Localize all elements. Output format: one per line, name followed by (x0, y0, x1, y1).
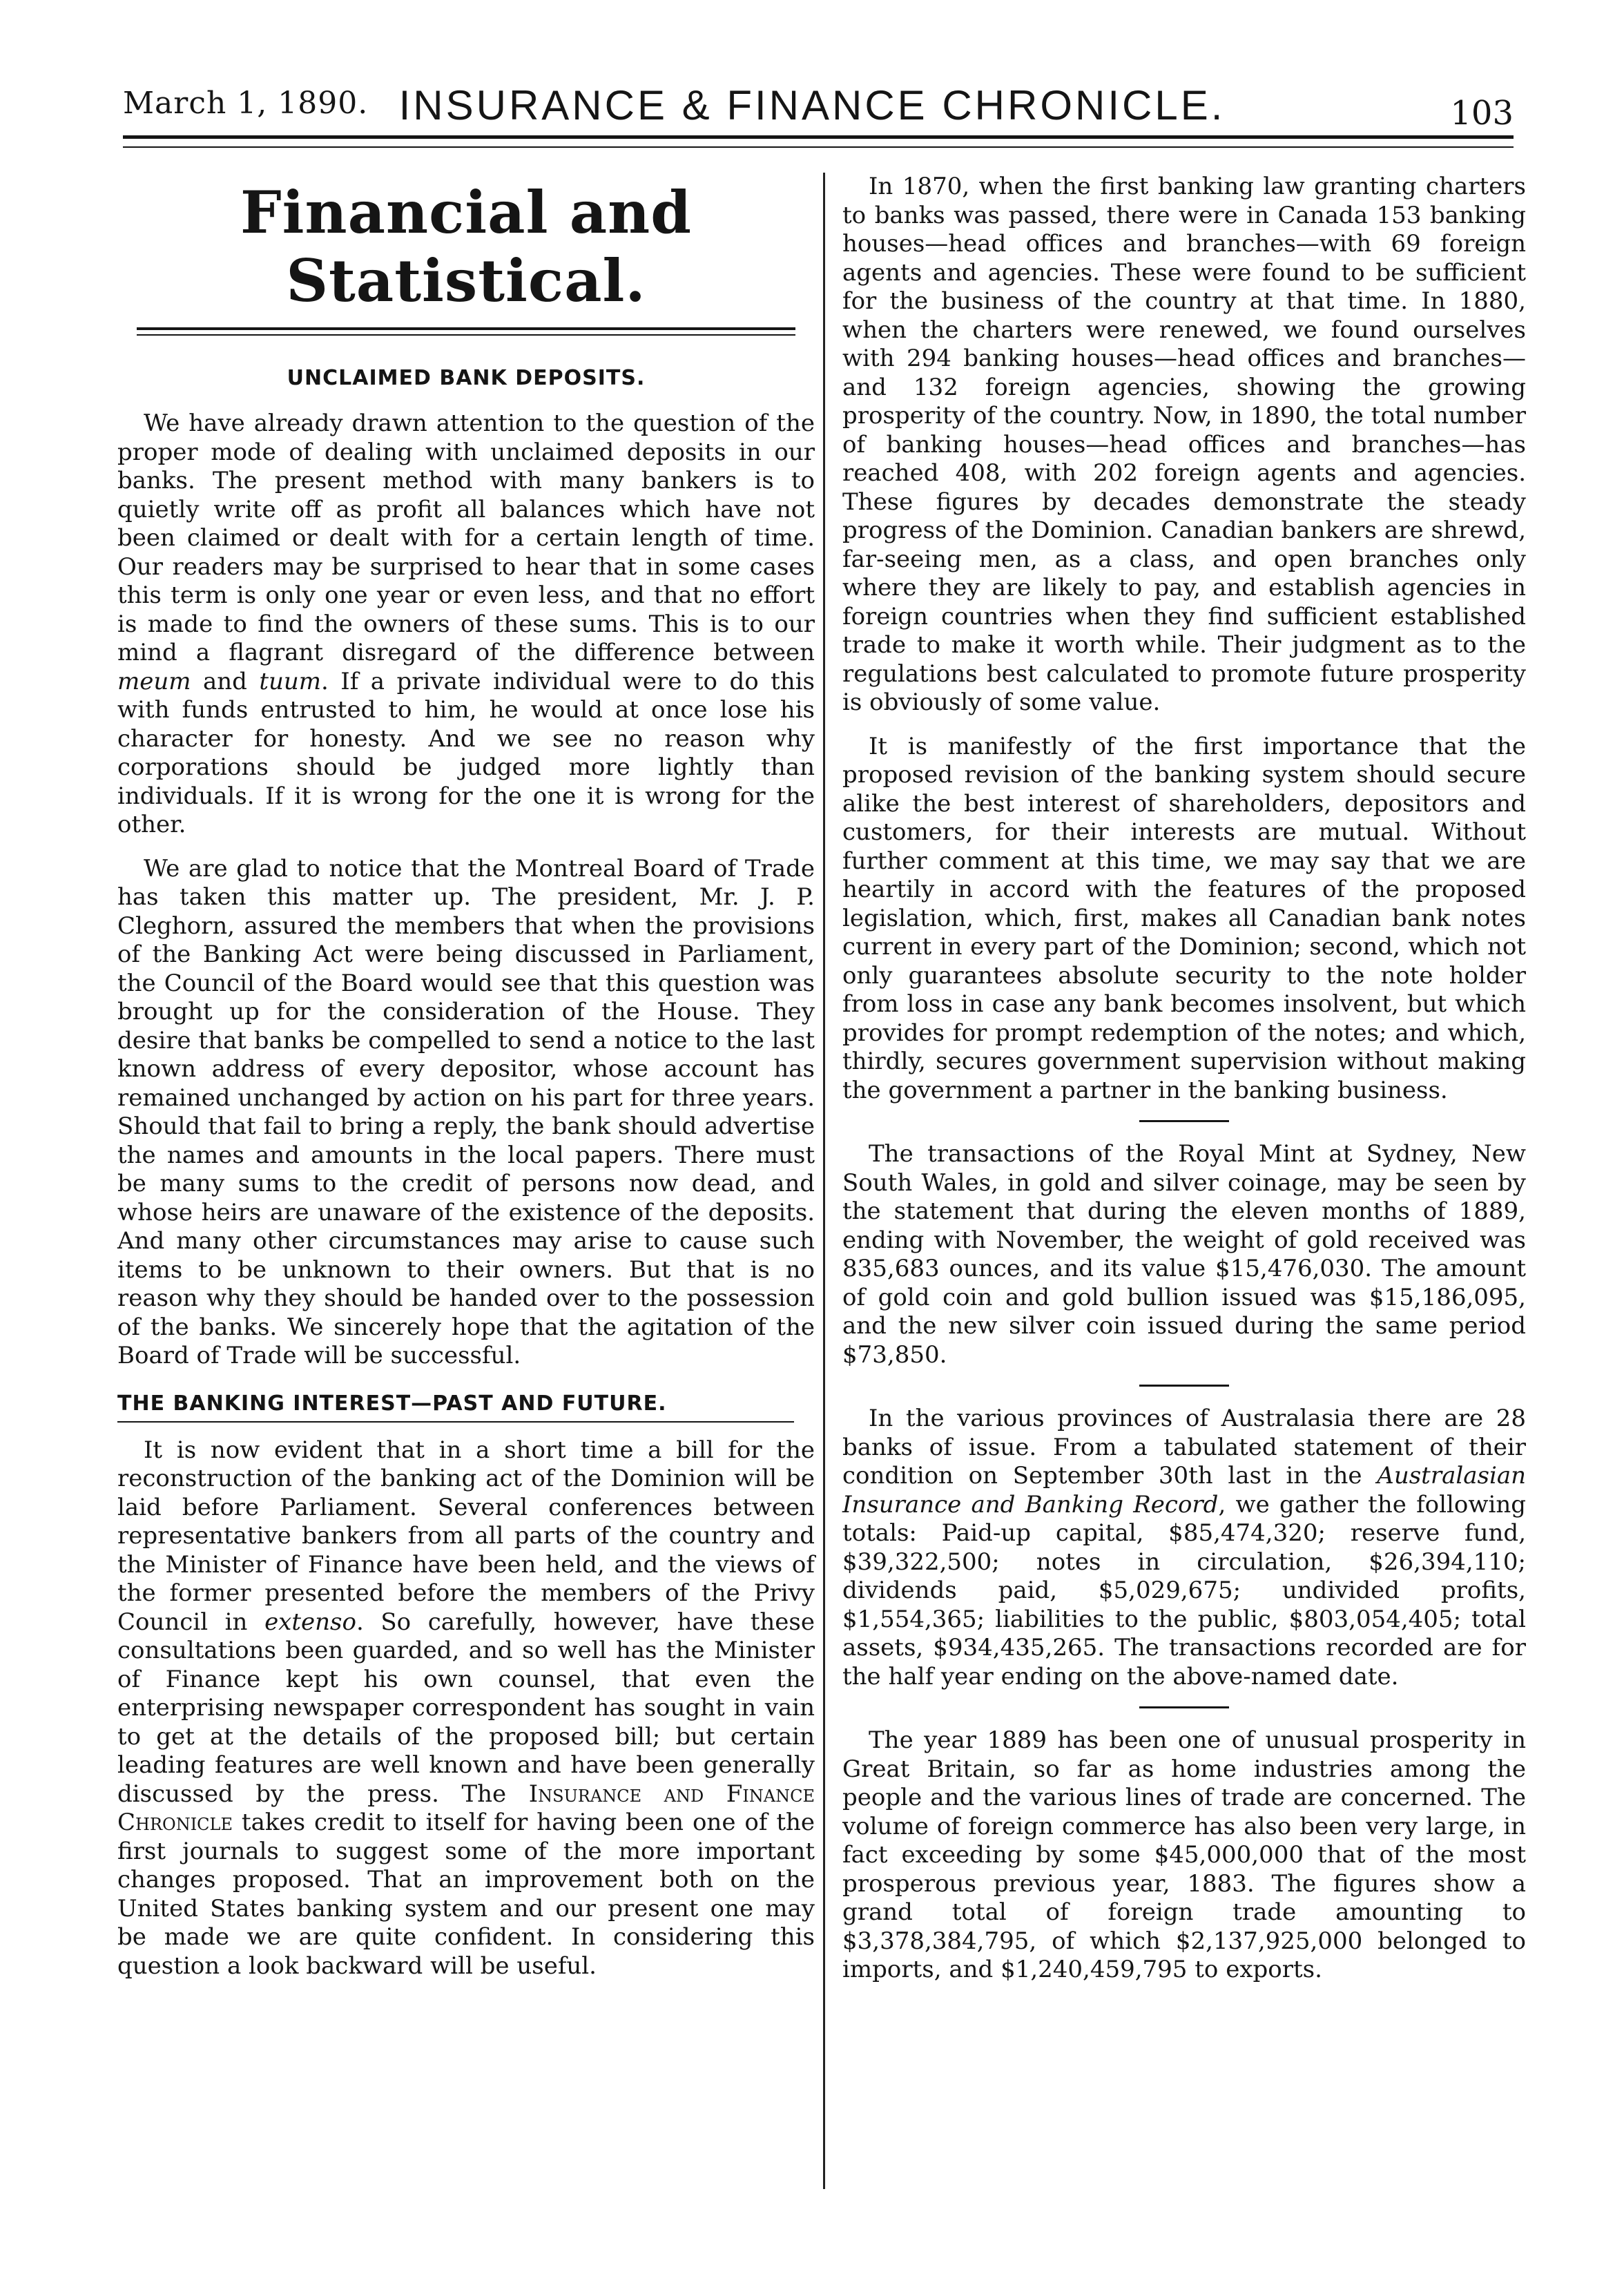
paragraph-royal-mint: The transactions of the Royal Mint at Sydney, New South Wales, in gold and silver coinage, may be seen by the statement that during the eleven months of 1889, ending with November, the weight of gold received was 835,683 ounces, and its value $15,476,030. The amount of gold coin and gold bullion issued was $15,186,095, and the new silver coin issued during the same period $73,850. (842, 1140, 1526, 1369)
article-heading-banking: THE BANKING INTEREST—PAST AND FUTURE. (117, 1391, 667, 1416)
paragraph: It is now evident that in a short time a bill for the reconstruction of the banking act of the Dominion will be laid before Parliament. Several conferences between representative bankers from all parts of the country and the Minister of Finance have been held, and the views of the former presented before the members of the Privy Council in extenso. So carefully, however, have these consultations been guarded, and so well has the Minister of Finance kept his own counsel, that even the enterprising newspaper correspondent has sought in vain to get at the details of the proposed bill; but certain leading features are well known and have been generally discussed by the press. The Insurance and Finance Chronicle takes credit to itself for having been one of the first journals to suggest some of the more important changes proposed. That an improvement both on the United States banking system and our present one may be made we are quite confident. In considering this question a look backward will be useful. (117, 1436, 815, 1980)
section-masthead: Financial and Statistical. (240, 178, 692, 315)
latin-term: tuum (259, 667, 322, 695)
left-column (117, 173, 815, 1996)
paragraph: It is manifestly of the first importance that the proposed revision of the banking system should secure alike the best interest of shareholders, depositors and customers, for their interests are mutual. Without further comment at this time, we may say that we are heartily in accord with the features of the proposed legislation, which, first, makes all Canadian bank notes current in every part of the Dominion; second, which not only guarantees absolute security to the note holder from loss in case any bank becomes insolvent, but which provides for prompt redemption of the notes; and which, thirdly, secures government supervision without making the government a partner in the banking business. (842, 732, 1526, 1104)
article-separator (1139, 1706, 1229, 1708)
article-heading-unclaimed: UNCLAIMED BANK DEPOSITS. (287, 366, 646, 390)
running-head-title: INSURANCE & FINANCE CHRONICLE. (398, 82, 1226, 128)
paragraph-great-britain: The year 1889 has been one of unusual prosperity in Great Britain, so far as home industries among the people and the various lines of trade are concerned. The volume of foreign commerce has also been very large, in fact exceeding by some $45,000,000 that of the most prosperous previous year, 1883. The figures show a grand total of foreign trade amounting to $3,378,384,795, of which $2,137,925,000 belonged to imports, and $1,240,459,795 to exports. (842, 1726, 1526, 1983)
header-rule-thin (123, 146, 1514, 148)
column-divider (823, 173, 825, 2189)
latin-term: meum (117, 667, 191, 695)
paragraph: We are glad to notice that the Montreal Board of Trade has taken this matter up. The president, Mr. J. P. Cleghorn, assured the members that when the provisions of the Banking Act were being discussed in Parliament, the Council of the Board would see that this question was brought up for the consideration of the House. They desire that banks be compelled to send a notice to the last known address of every depositor, whose account has remained unchanged by action on his part for three years. Should that fail to bring a reply, the bank should advertise the names and amounts in the local papers. There must be many sums to the credit of persons now dead, and whose heirs are unaware of the existence of the deposits. And many other circumstances may arise to cause such items to be unknown to their owners. But that is no reason why they should be handed over to the possession of the banks. We sincerely hope that the agitation of the Board of Trade will be successful. (117, 854, 815, 1369)
paragraph: We have already drawn attention to the question of the proper mode of dealing with unclaimed deposits in our banks. The present method with many bankers is to quietly write off as profit all balances which have not been claimed or dealt with for a certain length of time. Our readers may be surprised to hear that in some cases this term is only one year or even less, and that no effort is made to find the owners of these sums. This is to our mind a flagrant disregard of the difference between meum and tuum. If a private individual were to do this with funds entrusted to him, he would at once lose his character for honesty. And we see no reason why corporations should be judged more lightly than individuals. If it is wrong for the one it is wrong for the other. (117, 409, 815, 838)
latin-term: extenso (264, 1608, 356, 1636)
header-rule (123, 135, 1514, 139)
publication-name: Australasian Insurance and Banking Record (842, 1462, 1526, 1519)
masthead-rule (137, 327, 795, 336)
article-separator (1139, 1385, 1229, 1387)
page-number: 103 (1450, 94, 1514, 133)
publication-name: Insurance and Finance Chronicle (117, 1780, 815, 1836)
paragraph-australasia: In the various provinces of Australasia there are 28 banks of issue. From a tabulated statement of their condition on September 30th last in the Australasian Insurance and Banking Record, we gather the following totals: Paid-up capital, $85,474,320; reserve fund, $39,322,500; notes in circulation, $26,394,110; dividends paid, $5,029,675; undivided profits, $1,554,365; liabilities to the public, $803,054,405; total assets, $934,435,265. The transactions recorded are for the half year ending on the above-named date. (842, 1405, 1526, 1690)
article-separator (1139, 1120, 1229, 1122)
right-column (842, 173, 1526, 2000)
running-head-date: March 1, 1890. (123, 86, 369, 121)
paragraph: In 1870, when the first banking law granting charters to banks was passed, there were in Canada 153 banking houses—head offices and branches—with 69 foreign agents and agencies. These were found to be sufficient for the business of the country at that time. In 1880, when the charters were renewed, we found ourselves with 294 banking houses—head offices and branches—and 132 foreign agencies, showing the growing prosperity of the country. Now, in 1890, the total number of banking houses—head offices and branches—has reached 408, with 202 foreign agents and agencies. These figures by decades demonstrate the steady progress of the Dominion. Canadian bankers are shrewd, far-seeing men, as a class, and open branches only where they are likely to pay, and establish agencies in foreign countries when they find sufficient established trade to make it worth while. Their judgment as to the regulations best calculated to promote future prosperity is obviously of some value. (842, 173, 1526, 716)
heading-underline (117, 1421, 794, 1423)
